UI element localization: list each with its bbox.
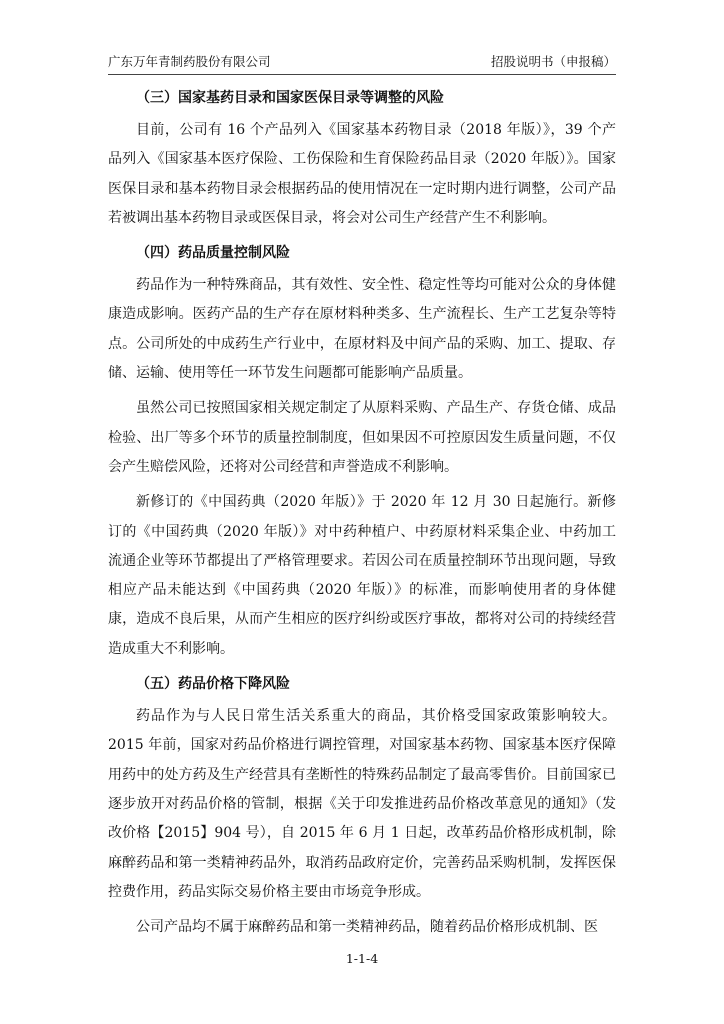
section-heading-3: （三）国家基药目录和国家医保目录等调整的风险 [136,90,444,106]
paragraph: 药品作为一种特殊商品，其有效性、安全性、稳定性等均可能对公众的身体健康造成影响。医药产品的生产存在原材料种类多、生产流程长、生产工艺复杂等特点。公司所处的中成药生产行业中，在原材料及中间产品的采购、加工、提取、存储、运输、使用等任一环节发生问题都可能影响产品质量。 [108,277,616,382]
paragraph: 虽然公司已按照国家相关规定制定了从原料采购、产品生产、存货仓储、成品检验、出厂等多个环节的质量控制制度，但如果因不可控原因发生质量问题，不仅会产生赔偿风险，还将对公司经营和声誉造成不利影响。 [108,400,616,475]
page-header [108,48,616,75]
section-heading-5: （五）药品价格下降风险 [136,676,290,693]
paragraph: 药品作为与人民日常生活关系重大的商品，其价格受国家政策影响较大。2015 年前，国家对药品价格进行调控管理，对国家基本药物、国家基本医疗保障用药中的处方药及生产经营具有垄断性的特殊药品制定了最高零售价。目前国家已逐步放开对药品价格的管制，根据《关于印发推进药品价格改革意见的通知》（发改价格【2015】904 号），自 2015 年 6 月 1 日起，改革药品价格形成机制，除麻醉药品和第一类精神药品外，取消药品政府定价，完善药品采购机制，发挥医保控费作用，药品实际交易价格主要由市场竞争形成。 [108,708,616,900]
section-heading-4: （四）药品质量控制风险 [136,245,290,262]
paragraph: 公司产品均不属于麻醉药品和第一类精神药品，随着药品价格形成机制、医 [136,919,598,936]
header-company: 广东万年青制药股份有限公司 [108,54,271,69]
header-doc-type: 招股说明书（申报稿） [490,54,616,69]
page-number: 1-1-4 [345,951,379,966]
paragraph: 新修订的《中国药典（2020 年版）》于 2020 年 12 月 30 日起施行。新修订的《中国药典（2020 年版）》对中药种植户、中药原材料采集企业、中药加工流通企业等环节都提出了严格管理要求。若因公司在质量控制环节出现问题，导致相应产品未能达到《中国药典（2020 年版）》的标准，而影响使用者的身体健康，造成不良后果，从而产生相应的医疗纠纷或医疗事故，都将对公司的持续经营造成重大不利影响。 [108,494,616,657]
document-body [108,82,616,942]
paragraph: 目前，公司有 16 个产品列入《国家基本药物目录（2018 年版）》，39 个产品列入《国家基本医疗保险、工伤保险和生育保险药品目录（2020 年版）》。国家医保目录和基本药物目录会根据药品的使用情况在一定时期内进行调整，公司产品若被调出基本药物目录或医保目录，将会对公司生产经营产生不利影响。 [108,122,616,226]
